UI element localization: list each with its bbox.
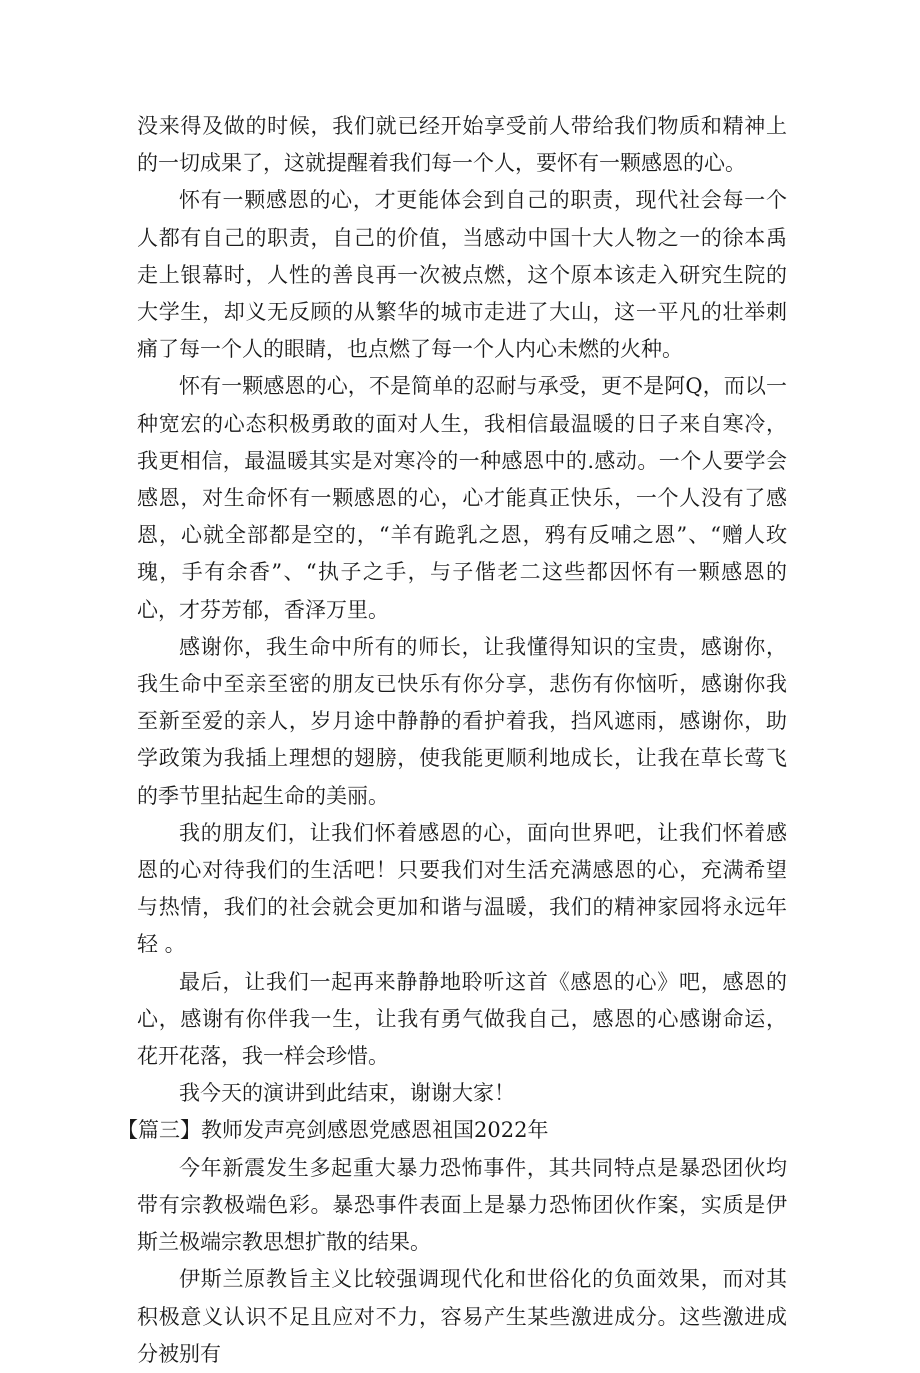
paragraph-6: 最后，让我们一起再来静静地聆听这首《感恩的心》吧，感恩的心，感谢有你伴我一生，让我有勇气做我自己，感恩的心感谢命运，花开花落，我一样会珍惜。 <box>137 969 787 1069</box>
paragraph-4: 感谢你，我生命中所有的师长，让我懂得知识的宝贵，感谢你，我生命中至亲至密的朋友已快乐有你分享，悲伤有你恼听，感谢你我至新至爱的亲人，岁月途中静静的看护着我，挡风遮雨，感谢你，助学政策为我插上理想的翅膀，使我能更顺利地成长，让我在草长莺飞的季节里拈起生命的美丽。 <box>137 634 787 808</box>
paragraph-1: 没来得及做的时候，我们就已经开始享受前人带给我们物质和精神上的一切成果了，这就提醒着我们每一个人，要怀有一颗感恩的心。 <box>137 114 787 176</box>
paragraph-5: 我的朋友们，让我们怀着感恩的心，面向世界吧，让我们怀着感恩的心对待我们的生活吧！只要我们对生活充满感恩的心，充满希望与热情，我们的社会就会更加和谐与温暖，我们的精神家园将永远年轻 。 <box>137 820 787 957</box>
paragraph-3: 怀有一颗感恩的心，不是简单的忍耐与承受，更不是阿Q，而以一种宽宏的心态积极勇敢的面对人生，我相信最温暖的日子来自寒冷，我更相信，最温暖其实是对寒冷的一种感恩中的.感动。一个人要学会感恩，对生命怀有一颗感恩的心，心才能真正快乐，一个人没有了感恩，心就全部都是空的，“羊有跪乳之恩，鸦有反哺之恩”、“赠人玫瑰，手有余香”、“执子之手，与子偕老二这些都因怀有一颗感恩的心，才芬芳郁，香泽万里。 <box>137 374 787 622</box>
paragraph-8: 今年新震发生多起重大暴力恐怖事件，其共同特点是暴恐团伙均带有宗教极端色彩。暴恐事件表面上是暴力恐怖团伙作案，实质是伊斯兰极端宗教思想扩散的结果。 <box>137 1155 787 1255</box>
section-heading: 【篇三】教师发声亮剑感恩党感恩祖国2022年 <box>117 1118 549 1143</box>
paragraph-2: 怀有一颗感恩的心，才更能体会到自己的职责，现代社会每一个人都有自己的职责，自己的价值，当感动中国十大人物之一的徐本禹走上银幕时，人性的善良再一次被点燃，这个原本该走入研究生院的大学生，却义无反顾的从繁华的城市走进了大山，这一平凡的壮举刺痛了每一个人的眼睛，也点燃了每一个人内心未燃的火种。 <box>137 188 787 362</box>
paragraph-9: 伊斯兰原教旨主义比较强调现代化和世俗化的负面效果，而对其积极意义认识不足且应对不力，容易产生某些激进成分。这些激进成分被别有 <box>137 1267 787 1366</box>
paragraph-7: 我今天的演讲到此结束，谢谢大家！ <box>179 1081 515 1106</box>
document-body <box>117 108 787 1373</box>
